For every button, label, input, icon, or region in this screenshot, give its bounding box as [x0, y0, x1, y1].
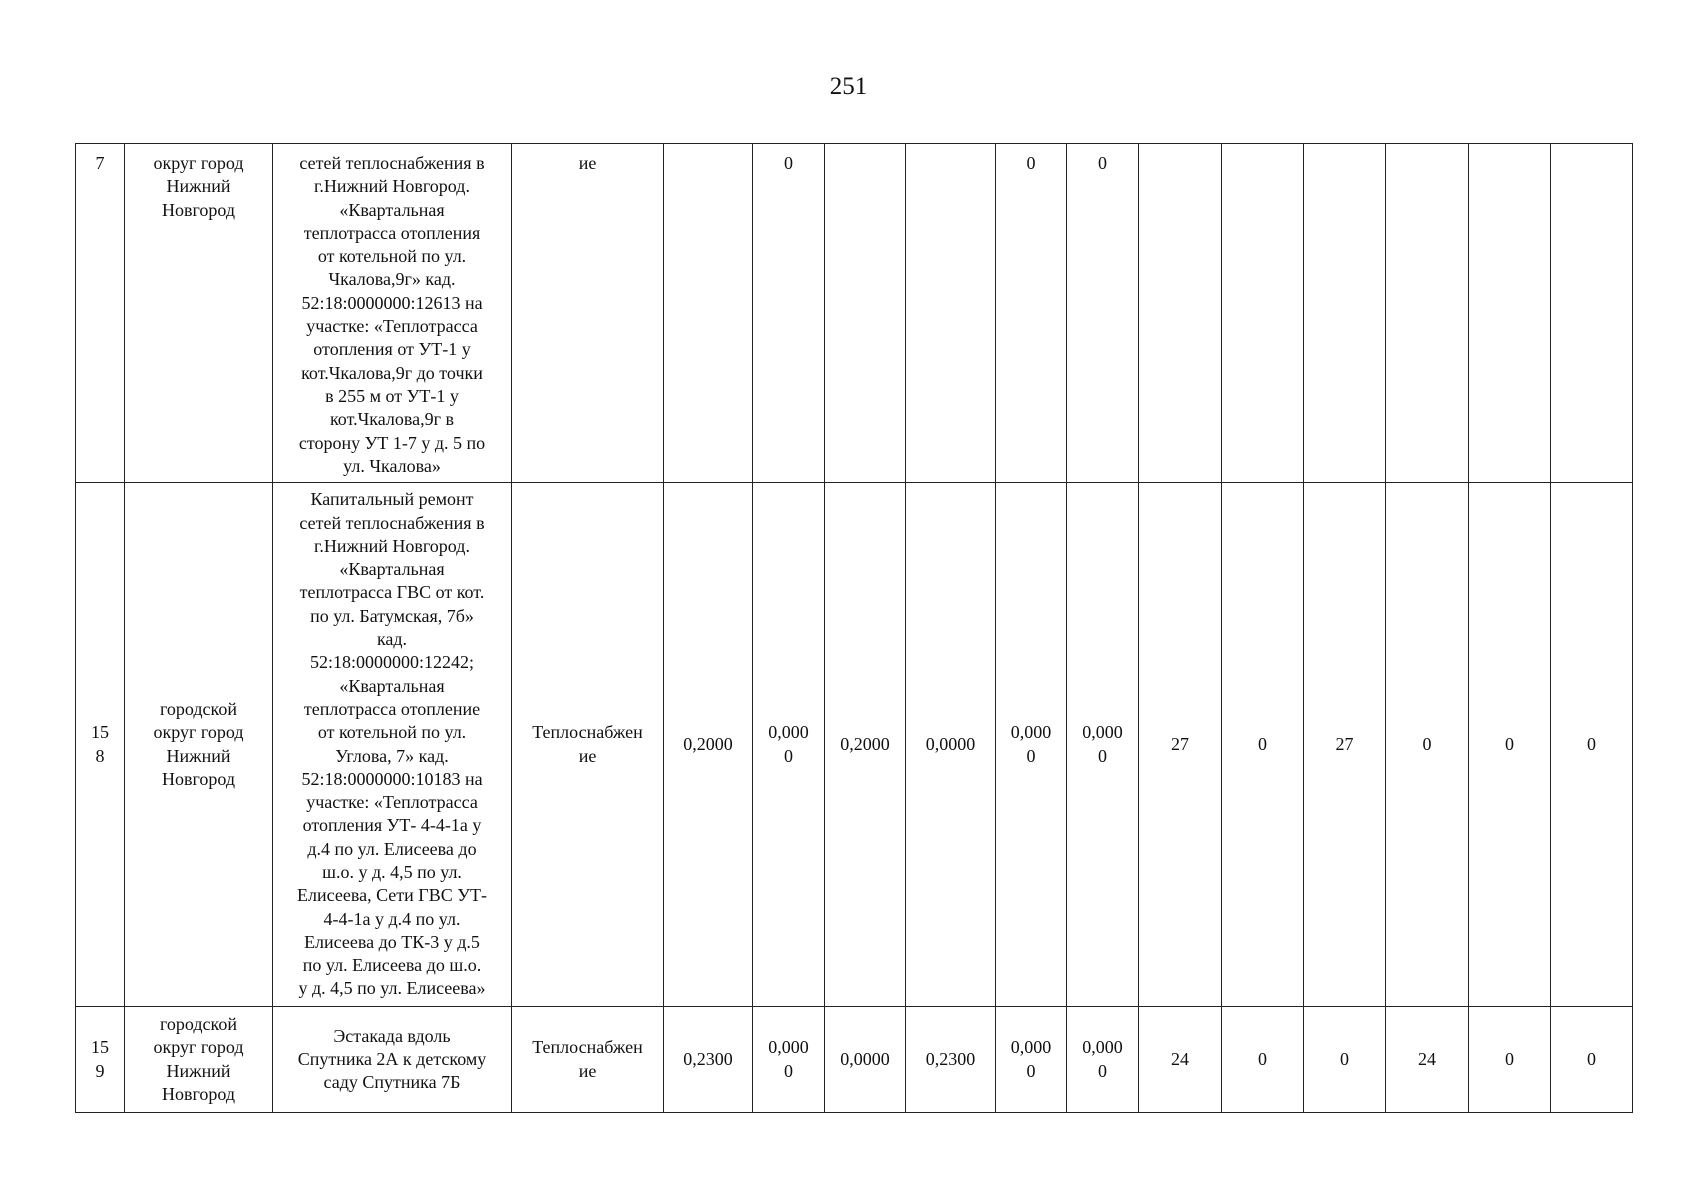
value-cell: 0,000 0	[996, 1007, 1067, 1113]
page-number: 251	[829, 73, 868, 100]
value-cell	[1304, 144, 1386, 483]
municipality-cell: округ город Нижний Новгород	[125, 144, 273, 483]
value-cell: 0	[1222, 1007, 1304, 1113]
sector-cell: ие	[512, 144, 664, 483]
value-cell	[1551, 144, 1633, 483]
value-cell	[1139, 144, 1222, 483]
value-cell: 0,2000	[664, 483, 753, 1007]
table-row	[76, 144, 1633, 483]
sector-cell: Теплоснабжен ие	[512, 483, 664, 1007]
value-cell: 0,000 0	[1067, 1007, 1139, 1113]
description-cell: Эстакада вдоль Спутника 2А к детскому саду Спутника 7Б	[273, 1007, 512, 1113]
value-cell: 0	[753, 144, 825, 483]
value-cell: 0	[1551, 483, 1633, 1007]
value-cell	[825, 144, 906, 483]
value-cell: 24	[1386, 1007, 1469, 1113]
table-row	[76, 1007, 1633, 1113]
municipality-cell: городской округ город Нижний Новгород	[125, 1007, 273, 1113]
value-cell: 27	[1139, 483, 1222, 1007]
value-cell	[1386, 144, 1469, 483]
value-cell: 0,0000	[906, 483, 996, 1007]
value-cell: 0,2300	[906, 1007, 996, 1113]
value-cell: 0	[996, 144, 1067, 483]
sector-cell: Теплоснабжен ие	[512, 1007, 664, 1113]
row-number-cell: 7	[76, 144, 125, 483]
value-cell: 0	[1469, 1007, 1551, 1113]
value-cell: 0,000 0	[753, 1007, 825, 1113]
row-number-cell: 15 9	[76, 1007, 125, 1113]
value-cell: 0	[1551, 1007, 1633, 1113]
value-cell: 0,2300	[664, 1007, 753, 1113]
value-cell: 0,000 0	[996, 483, 1067, 1007]
value-cell: 0,2000	[825, 483, 906, 1007]
value-cell: 0	[1067, 144, 1139, 483]
description-cell: Капитальный ремонт сетей теплоснабжения в г.Нижний Новгород. «Квартальная теплотрасса ГВС от кот. по ул. Батумская, 7б» кад. 52:18:0000000:12242; «Квартальная теплотрасса отопление от котельной по ул. Углова, 7» кад. 52:18:0000000:10183 на участке: «Теплотрасса отопления УТ- 4-4-1а у д.4 по ул. Елисеева до ш.о. у д. 4,5 по ул. Елисеева, Сети ГВС УТ- 4-4-1а у д.4 по ул. Елисеева до ТК-3 у д.5 по ул. Елисеева до ш.о. у д. 4,5 по ул. Елисеева»	[273, 483, 512, 1007]
value-cell: 0	[1469, 483, 1551, 1007]
value-cell: 27	[1304, 483, 1386, 1007]
value-cell: 0,000 0	[1067, 483, 1139, 1007]
table-row	[76, 483, 1633, 1007]
value-cell	[1469, 144, 1551, 483]
value-cell: 0	[1222, 483, 1304, 1007]
data-table	[75, 143, 1633, 1113]
municipality-cell: городской округ город Нижний Новгород	[125, 483, 273, 1007]
description-cell: сетей теплоснабжения в г.Нижний Новгород. «Квартальная теплотрасса отопления от котельной по ул. Чкалова,9г» кад. 52:18:0000000:12613 на участке: «Теплотрасса отопления от УТ-1 у кот.Чкалова,9г до точки в 255 м от УТ-1 у кот.Чкалова,9г в сторону УТ 1-7 у д. 5 по ул. Чкалова»	[273, 144, 512, 483]
value-cell	[906, 144, 996, 483]
value-cell: 0	[1386, 483, 1469, 1007]
value-cell: 0	[1304, 1007, 1386, 1113]
row-number-cell: 15 8	[76, 483, 125, 1007]
value-cell: 24	[1139, 1007, 1222, 1113]
value-cell: 0,000 0	[753, 483, 825, 1007]
value-cell	[664, 144, 753, 483]
value-cell	[1222, 144, 1304, 483]
value-cell: 0,0000	[825, 1007, 906, 1113]
